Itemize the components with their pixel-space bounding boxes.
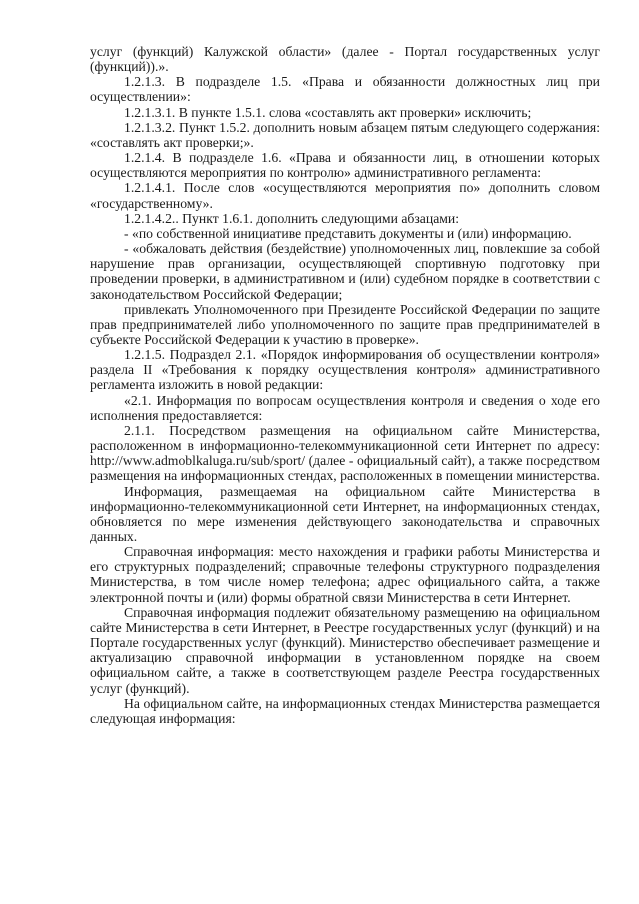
paragraph-15: Справочная информация: место нахождения и графики работы Министерства и его структурных подразделений; справочные телефоны структурного подразделения Министерства, в том числе номер телефона; адрес официального сайта, а также электронной почты и (или) формы обратной связи Министерства в сети Интернет. <box>90 544 600 605</box>
paragraph-12: «2.1. Информация по вопросам осуществления контроля и сведения о ходе его исполнения предоставляется: <box>90 392 600 423</box>
paragraph-17: На официальном сайте, на информационных стендах Министерства размещается следующая информация: <box>90 695 600 726</box>
paragraph-5: 1.2.1.4. В подразделе 1.6. «Права и обязанности лиц, в отношении которых осуществляются мероприятия по контролю» административного регламента: <box>90 150 600 181</box>
paragraph-3: 1.2.1.3.1. В пункте 1.5.1. слова «составлять акт проверки» исключить; <box>124 104 532 120</box>
paragraph-10: привлекать Уполномоченного при Президенте Российской Федерации по защите прав предпринимателей либо уполномоченного по защите прав предпринимателей в субъекте Российской Федерации к участию в проверке». <box>90 301 600 347</box>
paragraph-8: - «по собственной инициативе представить документы и (или) информацию. <box>124 225 572 241</box>
paragraph-11: 1.2.1.5. Подраздел 2.1. «Порядок информирования об осуществлении контроля» раздела II «Требования к порядку осуществления контроля» административного регламента изложить в новой редакции: <box>90 347 600 393</box>
paragraph-14: Информация, размещаемая на официальном сайте Министерства в информационно-телекоммуникационной сети Интернет, на информационных стендах, обновляется по мере изменения действующего законодательства и справочных данных. <box>90 483 600 544</box>
document-page <box>90 44 600 726</box>
paragraph-7: 1.2.1.4.2.. Пункт 1.6.1. дополнить следующими абзацами: <box>124 210 460 226</box>
paragraph-6: 1.2.1.4.1. После слов «осуществляются мероприятия по» дополнить словом «государственному». <box>90 180 600 211</box>
paragraph-2: 1.2.1.3. В подразделе 1.5. «Права и обязанности должностных лиц при осуществлении»: <box>90 74 600 105</box>
paragraph-9: - «обжаловать действия (бездействие) уполномоченных лиц, повлекшие за собой нарушение прав организации, осуществляющей спортивную подготовку при проведении проверки, в административном и (или) судебном порядке в соответствии с законодательством Российской Федерации; <box>90 241 600 302</box>
paragraph-4: 1.2.1.3.2. Пункт 1.5.2. дополнить новым абзацем пятым следующего содержания: «составлять акт проверки;». <box>90 119 600 150</box>
paragraph-13: 2.1.1. Посредством размещения на официальном сайте Министерства, расположенном в информационно-телекоммуникационной сети Интернет по адресу: http://www.admoblkaluga.ru/sub/sport/ (далее - официальный сайт), а также посредством размещения на информационных стендах, расположенных в помещении министерства. <box>90 422 600 484</box>
paragraph-16: Справочная информация подлежит обязательному размещению на официальном сайте Министерства в сети Интернет, в Реестре государственных услуг (функций) и на Портале государственных услуг (функций). Министерство обеспечивает размещение и актуализацию справочной информации в установленном порядке на своем официальном сайте, а также в соответствующем разделе Реестра государственных услуг (функций). <box>90 604 600 696</box>
paragraph-1: услуг (функций) Калужской области» (далее - Портал государственных услуг (функций)).». <box>90 44 600 75</box>
